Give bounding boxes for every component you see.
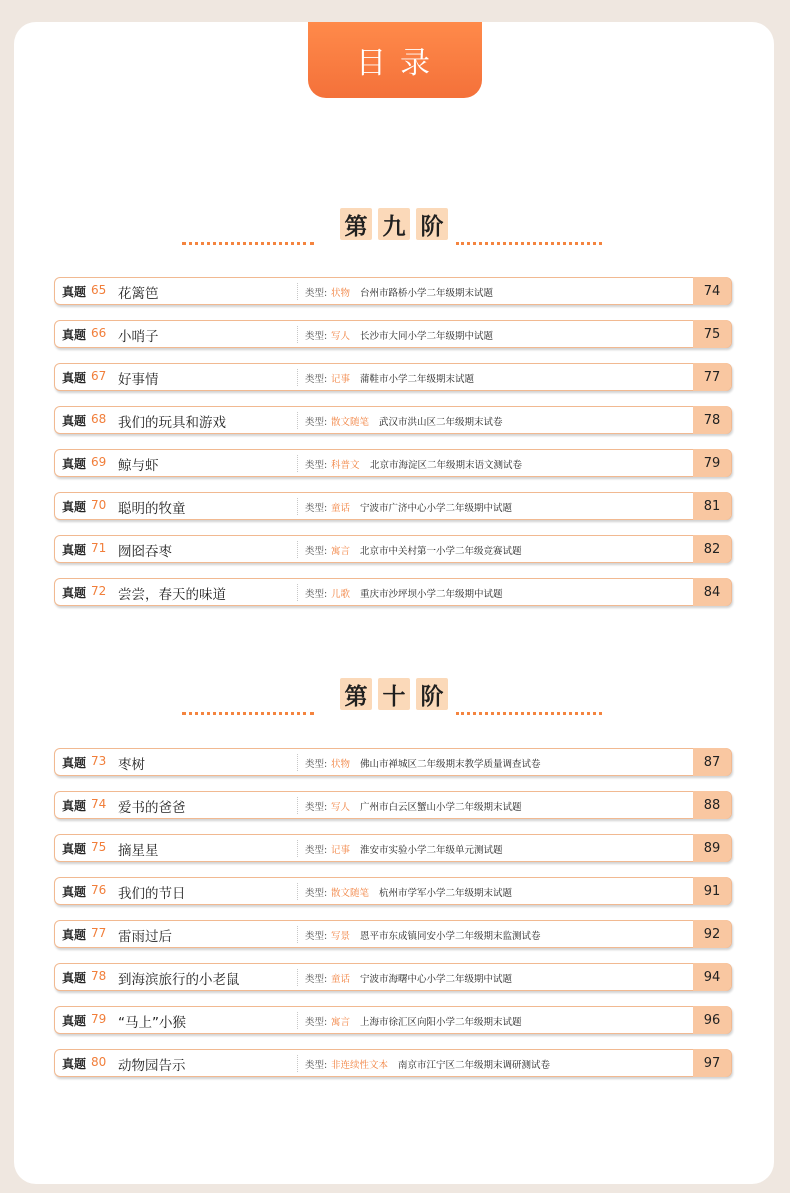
- entry-type: 寓言: [331, 546, 351, 557]
- entry-label: 真题: [62, 457, 87, 471]
- entry-page-number: 87: [693, 748, 731, 776]
- entry-source: 北京市海淀区二年级期末语文测试卷: [370, 460, 523, 471]
- entry-title: 到海滨旅行的小老鼠: [118, 972, 240, 988]
- entry-number: 80: [91, 1055, 107, 1069]
- dotted-separator: [297, 455, 298, 472]
- entry-page-number: 74: [693, 277, 731, 305]
- dotted-separator: [297, 541, 298, 558]
- entry-number: 77: [91, 926, 107, 940]
- entry-type: 散文随笔: [331, 417, 370, 428]
- dotted-separator: [297, 584, 298, 601]
- toc-entry[interactable]: [54, 320, 732, 348]
- entry-type-label: 类型:: [305, 589, 328, 600]
- section-heading-char: 阶: [416, 208, 448, 240]
- entry-title: 动物园告示: [118, 1058, 186, 1074]
- entry-title: 鲸与虾: [118, 458, 159, 474]
- entry-label: 真题: [62, 1057, 87, 1071]
- entry-page-number: 81: [693, 492, 731, 520]
- dotted-separator: [297, 840, 298, 857]
- toc-entry[interactable]: [54, 406, 732, 434]
- entry-source: 长沙市大同小学二年级期中试题: [360, 331, 494, 342]
- dotted-separator: [297, 498, 298, 515]
- entry-source: 佛山市禅城区二年级期末教学质量调查试卷: [360, 759, 541, 770]
- toc-entry[interactable]: [54, 1049, 732, 1077]
- toc-entry[interactable]: [54, 1006, 732, 1034]
- entry-type-label: 类型:: [305, 802, 328, 813]
- section-heading: [14, 678, 774, 718]
- entry-source: 宁波市广济中心小学二年级期中试题: [360, 503, 513, 514]
- entry-number: 70: [91, 498, 107, 512]
- entry-title: 小哨子: [118, 329, 159, 345]
- entry-title: 我们的节日: [118, 886, 186, 902]
- section-heading-char: 第: [340, 208, 372, 240]
- toc-entry[interactable]: [54, 920, 732, 948]
- entry-type-label: 类型:: [305, 1060, 328, 1071]
- dotted-separator: [297, 369, 298, 386]
- entry-label: 真题: [62, 285, 87, 299]
- entry-type: 儿歌: [331, 589, 351, 600]
- entry-type-label: 类型:: [305, 931, 328, 942]
- entry-number: 69: [91, 455, 107, 469]
- entry-page-number: 92: [693, 920, 731, 948]
- entry-label: 真题: [62, 756, 87, 770]
- entry-type-label: 类型:: [305, 888, 328, 899]
- toc-entry[interactable]: [54, 535, 732, 563]
- entry-number: 79: [91, 1012, 107, 1026]
- entry-type: 童话: [331, 974, 351, 985]
- section-heading-char: 第: [340, 678, 372, 710]
- entry-type: 写人: [331, 331, 351, 342]
- dotted-separator: [297, 754, 298, 771]
- toc-entry[interactable]: [54, 492, 732, 520]
- entry-label: 真题: [62, 1014, 87, 1028]
- entry-source: 广州市白云区蟹山小学二年级期末试题: [360, 802, 522, 813]
- entry-type-label: 类型:: [305, 331, 328, 342]
- dotted-separator: [297, 969, 298, 986]
- entry-number: 75: [91, 840, 107, 854]
- entry-source: 南京市江宁区二年级期末调研测试卷: [398, 1060, 551, 1071]
- entry-number: 67: [91, 369, 107, 383]
- entry-label: 真题: [62, 842, 87, 856]
- toc-entry[interactable]: [54, 877, 732, 905]
- entry-type-label: 类型:: [305, 845, 328, 856]
- entry-number: 66: [91, 326, 107, 340]
- entry-source: 上海市徐汇区向阳小学二年级期末试题: [360, 1017, 522, 1028]
- entry-type-label: 类型:: [305, 1017, 328, 1028]
- toc-entry[interactable]: [54, 277, 732, 305]
- toc-entry[interactable]: [54, 963, 732, 991]
- dotted-separator: [297, 1055, 298, 1072]
- toc-entry[interactable]: [54, 363, 732, 391]
- entry-type: 非连续性文本: [331, 1060, 389, 1071]
- entry-type-label: 类型:: [305, 417, 328, 428]
- entry-title: 好事情: [118, 372, 159, 388]
- entry-label: 真题: [62, 328, 87, 342]
- entry-title: 枣树: [118, 757, 145, 773]
- section-heading: [14, 208, 774, 248]
- entry-number: 71: [91, 541, 107, 555]
- entry-type: 科普文: [331, 460, 360, 471]
- entry-page-number: 89: [693, 834, 731, 862]
- entry-number: 65: [91, 283, 107, 297]
- dotted-separator: [297, 797, 298, 814]
- entry-page-number: 91: [693, 877, 731, 905]
- entry-page-number: 96: [693, 1006, 731, 1034]
- dotted-separator: [297, 1012, 298, 1029]
- entry-type: 记事: [331, 374, 351, 385]
- entry-type: 写人: [331, 802, 351, 813]
- section-heading-char: 九: [378, 208, 410, 240]
- entry-number: 73: [91, 754, 107, 768]
- entry-type-label: 类型:: [305, 974, 328, 985]
- entry-label: 真题: [62, 928, 87, 942]
- toc-entry[interactable]: [54, 449, 732, 477]
- entry-label: 真题: [62, 371, 87, 385]
- entry-number: 76: [91, 883, 107, 897]
- dotted-divider-right: [456, 712, 602, 715]
- entry-type: 寓言: [331, 1017, 351, 1028]
- entry-label: 真题: [62, 885, 87, 899]
- entry-source: 台州市路桥小学二年级期末试题: [360, 288, 494, 299]
- entry-source: 北京市中关村第一小学二年级竞赛试题: [360, 546, 522, 557]
- entry-source: 宁波市海曙中心小学二年级期中试题: [360, 974, 513, 985]
- entry-source: 武汉市洪山区二年级期末试卷: [379, 417, 503, 428]
- entry-page-number: 78: [693, 406, 731, 434]
- toc-entry[interactable]: [54, 578, 732, 606]
- dotted-separator: [297, 412, 298, 429]
- entry-type-label: 类型:: [305, 759, 328, 770]
- entry-label: 真题: [62, 586, 87, 600]
- entry-page-number: 97: [693, 1049, 731, 1077]
- dotted-separator: [297, 883, 298, 900]
- entry-title: 囫囵吞枣: [118, 544, 172, 560]
- entry-type-label: 类型:: [305, 374, 328, 385]
- entry-number: 72: [91, 584, 107, 598]
- entry-label: 真题: [62, 799, 87, 813]
- dotted-divider-left: [182, 712, 314, 715]
- entry-title: 雷雨过后: [118, 929, 172, 945]
- toc-entry[interactable]: [54, 748, 732, 776]
- entry-source: 重庆市沙坪坝小学二年级期中试题: [360, 589, 503, 600]
- entry-page-number: 75: [693, 320, 731, 348]
- entry-label: 真题: [62, 971, 87, 985]
- entry-type: 状物: [331, 288, 351, 299]
- entry-type: 散文随笔: [331, 888, 370, 899]
- dotted-separator: [297, 926, 298, 943]
- entry-type: 童话: [331, 503, 351, 514]
- entry-source: 淮安市实验小学二年级单元测试题: [360, 845, 503, 856]
- entry-title: 花篱笆: [118, 286, 159, 302]
- entry-source: 蒲鞋市小学二年级期末试题: [360, 374, 475, 385]
- entry-title: 尝尝，春天的味道: [118, 587, 226, 603]
- dotted-divider-left: [182, 242, 314, 245]
- entry-type-label: 类型:: [305, 460, 328, 471]
- dotted-separator: [297, 326, 298, 343]
- toc-card: [14, 22, 774, 1184]
- entry-page-number: 79: [693, 449, 731, 477]
- entry-type: 写景: [331, 931, 351, 942]
- entry-title: 爱书的爸爸: [118, 800, 186, 816]
- entry-source: 杭州市学军小学二年级期末试题: [379, 888, 513, 899]
- toc-entry[interactable]: [54, 834, 732, 862]
- entry-title: 我们的玩具和游戏: [118, 415, 226, 431]
- entry-source: 恩平市东成镇同安小学二年级期末监测试卷: [360, 931, 541, 942]
- entry-type-label: 类型:: [305, 546, 328, 557]
- entry-title: 聪明的牧童: [118, 501, 186, 517]
- entry-number: 74: [91, 797, 107, 811]
- section-heading-char: 阶: [416, 678, 448, 710]
- entry-page-number: 88: [693, 791, 731, 819]
- entry-label: 真题: [62, 500, 87, 514]
- entry-type-label: 类型:: [305, 503, 328, 514]
- entry-number: 68: [91, 412, 107, 426]
- entry-label: 真题: [62, 543, 87, 557]
- section-heading-char: 十: [378, 678, 410, 710]
- entry-type-label: 类型:: [305, 288, 328, 299]
- entry-label: 真题: [62, 414, 87, 428]
- dotted-divider-right: [456, 242, 602, 245]
- entry-number: 78: [91, 969, 107, 983]
- toc-title: 目录: [308, 22, 482, 98]
- entry-type: 状物: [331, 759, 351, 770]
- entry-type: 记事: [331, 845, 351, 856]
- entry-page-number: 84: [693, 578, 731, 606]
- toc-entry[interactable]: [54, 791, 732, 819]
- entry-title: “马上”小猴: [118, 1015, 186, 1031]
- entry-page-number: 94: [693, 963, 731, 991]
- dotted-separator: [297, 283, 298, 300]
- entry-title: 摘星星: [118, 843, 159, 859]
- entry-page-number: 82: [693, 535, 731, 563]
- entry-page-number: 77: [693, 363, 731, 391]
